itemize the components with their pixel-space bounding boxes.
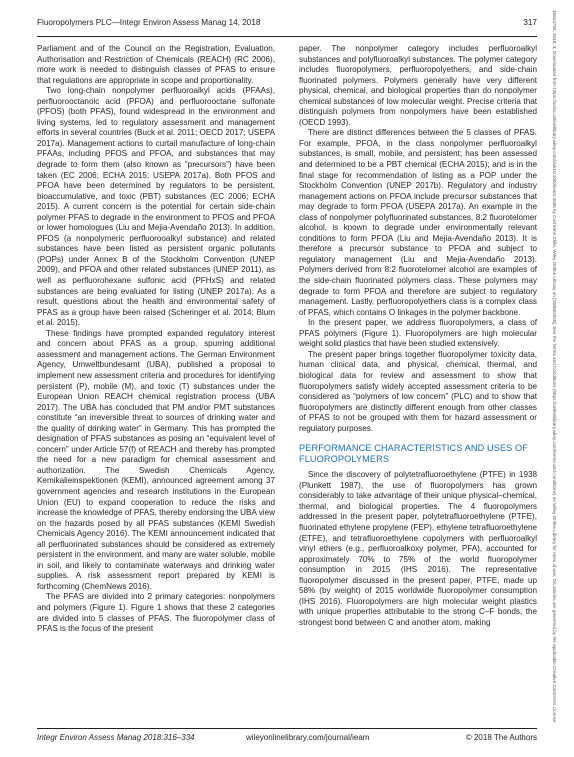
paragraph: Two long-chain nonpolymer perfluoroalkyl acids (PFAAs), perfluorooctanoic acid (PFOA) and perfluorooctane sulfonate (PFOS) (both PFAS), found widespread in the environment and living systems, led to regulatory assessment and management efforts in several countries (Buck et al. 2011; OECD 2017; USEPA 2017a). Management actions to curtail manufacture of long-chain PFAAs, including PFOS and PFOA, and substances that may degrade to form them (also known as “precursors”) have been taken (EC 2006; ECHA 2015; USEPA 2017a). Both PFOS and PFOA have been determined by regulators to be persistent, bioaccumulative, and toxic (PBT) substances (EC 2006; ECHA 2015). A current concern is the potential for certain side-chain polymer PFAS to degrade in the environment to PFOS and PFOA or lower homologues (Liu and Mejia-Avendaño 2013). In addition, PFOS (a nonpolymeric perfluorooalkyl substance) and related substances have been listed as persistent organic pollutants (POPs) under Annex B of the Stockholm Convention (UNEP 2009), and PFOA and other related substances (UNEP 2011), as well as perfluorohexane sulfonic acid (PFHxS) and related substances are being evaluated for listing (UNEP 2017a). As a result, questions about the health and environmental safety of PFAS as a group have been raised (Scheringer et al. 2014; Blum et al. 2015). <box>37 86 275 328</box>
page-number: 317 <box>523 18 537 27</box>
section-heading: PERFORMANCE CHARACTERISTICS AND USES OF FLUOROPOLYMERS <box>299 443 529 465</box>
download-sidebar <box>548 10 558 723</box>
paragraph: The present paper brings together fluoropolymer toxicity data, human clinical data, and physical, chemical, thermal, and biological data for review and assessment to show that fluoropolymers satisfy widely accepted assessment criteria to be considered as “polymers of low concern” (PLC) and to show that fluoropolymers are distinctly different enough from other classes of PFAS to not be grouped with them for hazard assessment or regulatory purposes. <box>299 349 537 433</box>
right-column <box>299 44 537 628</box>
footer-citation: Integr Environ Assess Manag 2018:316–334 <box>37 733 195 742</box>
paragraph: In the present paper, we address fluoropolymers, a class of PFAS polymers (Figure 1). Fluoropolymers are high molecular weight solid plastics that have been studied extensively. <box>299 318 537 349</box>
paragraph: paper. The nonpolymer category includes perfluoroalkyl substances and polyfluoroalkyl substances. The polymer category includes fluoropolymers, perfluoropolyethers, and side-chain fluorinated polymers. Polymers generally have very different physical, chemical, and biological properties than do nonpolymer chemical substances of low molecular weight. Precise criteria that distinguish polymers from nonpolymers have been established (OECD 1993). <box>299 44 537 127</box>
running-header <box>37 18 537 32</box>
journal-title: Fluoropolymers PLC—Integr Environ Assess Manag 14, 2018 <box>37 18 261 27</box>
header-rule <box>37 36 537 37</box>
left-column <box>37 44 275 635</box>
footer-copyright: © 2018 The Authors <box>465 733 537 742</box>
paragraph: The PFAS are divided into 2 primary categories: nonpolymers and polymers (Figure 1). Figure 1 shows that these 2 categories are divided into 5 classes of PFAS. The fluoropolymer class of PFAS is the focus of the present <box>37 592 275 634</box>
paragraph: These findings have prompted expanded regulatory interest and concern about PFAS as a group, spurring additional assessment and management actions. The German Environment Agency, Umweltbundesamt (UBA), published a proposal to implement new assessment criteria and procedures for identifying persistent (P), mobile (M), and toxic (T) substances under the European Union REACH chemical registration process (UBA 2017). The UBA has concluded that PM and/or PMT substances constitute “an irreversible threat to sources of drinking water and the quality of drinking water” in Germany. This has prompted the designation of PFAS substances as posing an “equivalent level of concern” under Article 57(f) of REACH and thereby has prompted the need for a new paradigm for chemical assessment and authorization. The Swedish Chemicals Agency, Kemikalieinspektionen (KEMI), announced agreement among 37 government agencies and research institutions in the European Union (EU) to expand cooperation to reduce the risks and increase the knowledge of PFAS, thereby endorsing the UBA view on the hazards posed by all PFAS substances (KEMI Swedish Chemicals Agency 2016). The KEMI announcement indicated that all perfluorinated substances should be considered as extremely persistent in the environment, and many are water soluble, mobile in soil, and likely to contaminate waterways and drinking water supplies. A risk assessment report prepared by KEMI is forthcoming (ChemNews 2016). <box>37 328 275 591</box>
paragraph: There are distinct differences between the 5 classes of PFAS. For example, PFOA, in the class nonpolymer perfluoroalkyl substances, is small, mobile, and persistent; has been assessed and determined to be a PBT chemical (ECHA 2015); and is in the final stage for recommendation of listing as a POP under the Stockholm Convention (UNEP 2017b). Regulatory and industry management actions on PFOA include precursor substances that may degrade to form PFOA (USEPA 2017a). An example in the class of nonpolymer polyfluorinated substances, 8:2 fluorotelomer alcohol, is known to degrade under environmentally relevant conditions to form PFOA (Liu and Mejia-Avendaño 2013). It is therefore a precursor substance to PFOA and subject to regulatory management (Liu and Mejia-Avendaño 2013). Polymers derived from 8:2 fluorotelomer alcohol are examples of the side-chain fluorinated polymers class. These polymers may degrade to form PFOA and therefore are subject to regulatory management. Lastly, perfluoropolyethers class is a complex class of PFAS, which contains O linkages in the polymer backbone. <box>299 128 537 317</box>
paragraph: Since the discovery of polytetrafluoroethylene (PTFE) in 1938 (Plunkett 1987), the use of fluoropolymers has grown considerably to take advantage of their unique physical–chemical, thermal, and biological properties. The 4 fluoropolymers addressed in the present paper, polytetrafluoroethylene (PTFE), fluorinated ethylene propylene (FEP), ethylene tetrafluoroethylene (ETFE), and tetrafluoroethylene copolymers with perfluoroalkyl vinyl ethers (e.g., perfluoroalkoxy polymer, PFA), accounted for approximately 70% to 75% of the world fluoropolymer consumption in 2015 (IHS 2016). The representative fluoropolymer discussed in the present paper, PTFE, made up 58% (by weight) of 2015 worldwide fluoropolymer consumption (IHS 2016). Fluoropolymers are high molecular weight plastics with unique properties attributable to the strong C–F bonds, the strongest bond between C and another atom, making <box>299 470 537 627</box>
sidebar-note: 15513793, 2018, 3, Downloaded from https://setac.onlinelibrary.wiley.com/doi/10.1002/ieam.4035 by Cochrane Chile, Wiley Online Library on [29/06/2025]. See the Terms and Conditions (https://onlinelibrary.wiley.com/terms-and-conditions) on Wiley Online Library for rules of use; OA articles are governed by the applicable Creative Commons License <box>552 10 557 723</box>
footer-rule <box>37 728 537 729</box>
footer-website-link[interactable]: wileyonlinelibrary.com/journal/ieam <box>246 733 370 742</box>
paragraph: Parliament and of the Council on the Registration, Evaluation, Authorisation and Restriction of Chemicals (REACH) (RC 2006), more work is needed to distinguish classes of PFAS to ensure that regulations are appropriate in scope and proportionality. <box>37 44 275 85</box>
